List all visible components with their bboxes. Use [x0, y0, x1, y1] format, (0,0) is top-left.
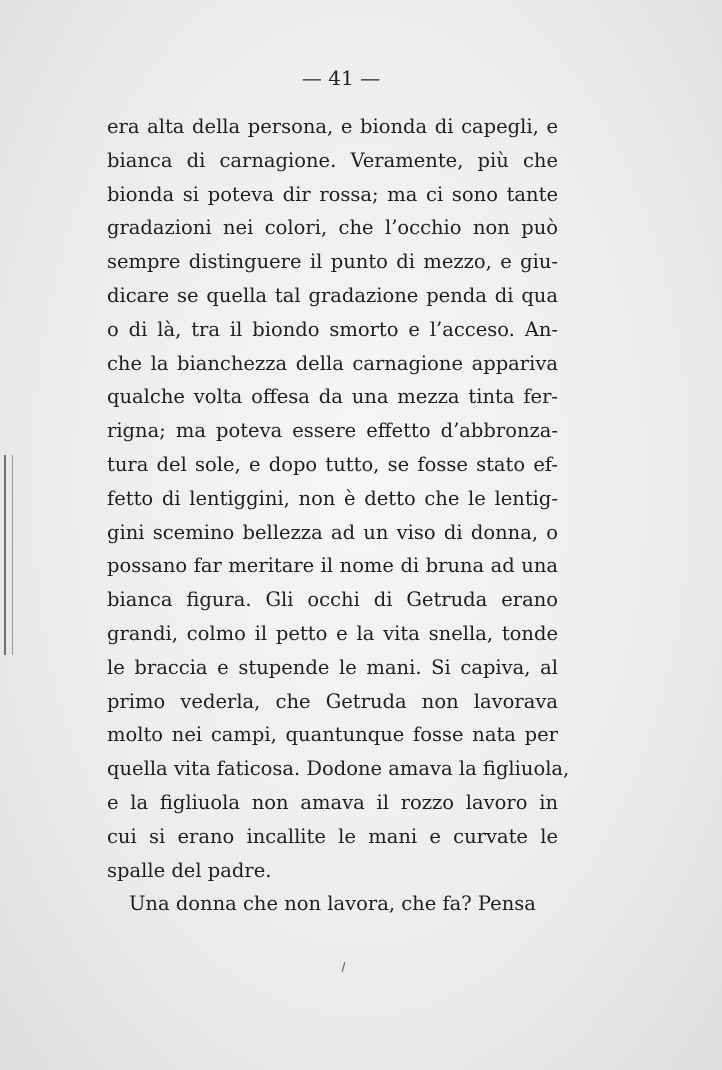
- text-line: bianca di carnagione. Veramente, più che: [107, 148, 558, 172]
- text-line: sempre distinguere il punto di mezzo, e giu-: [107, 250, 558, 274]
- text-line: bionda si poteva dir rossa; ma ci sono tante: [107, 182, 558, 206]
- text-line: o di là, tra il biondo smorto e l’acceso. An-: [107, 317, 558, 341]
- text-line: le braccia e stupende le mani. Si capiva, al: [107, 655, 558, 679]
- text-line: molto nei campi, quantunque fosse nata per: [107, 723, 558, 747]
- text-line: qualche volta offesa da una mezza tinta fer-: [107, 385, 558, 409]
- binding-mark: [4, 455, 13, 655]
- paper-speck: [342, 962, 346, 972]
- text-line: e la figliuola non amava il rozzo lavoro in: [107, 790, 558, 814]
- text-line: Una donna che non lavora, che fa? Pensa: [129, 892, 536, 916]
- text-line: gradazioni nei colori, che l’occhio non può: [107, 216, 558, 240]
- text-line: bianca figura. Gli occhi di Getruda erano: [107, 588, 558, 612]
- text-line: era alta della persona, e bionda di capegli, e: [107, 115, 558, 138]
- page-number: — 41 —: [301, 66, 381, 90]
- text-line: fetto di lentiggini, non è detto che le lentig-: [107, 486, 558, 510]
- text-line: spalle del padre.: [107, 858, 272, 882]
- text-line: primo vederla, che Getruda non lavorava: [107, 689, 558, 713]
- text-line: dicare se quella tal gradazione penda di qua: [107, 283, 558, 307]
- text-line: rigna; ma poteva essere effetto d’abbronza-: [107, 419, 558, 443]
- text-line: cui si erano incallite le mani e curvate le: [107, 824, 558, 848]
- text-line: tura del sole, e dopo tutto, se fosse stato ef-: [107, 452, 558, 476]
- text-line: possano far meritare il nome di bruna ad una: [107, 554, 558, 578]
- body-text: [107, 110, 570, 921]
- text-line: quella vita faticosa. Dodone amava la figliuola,: [107, 757, 570, 781]
- text-line: grandi, colmo il petto e la vita snella, tonde: [107, 621, 558, 645]
- text-line: che la bianchezza della carnagione appariva: [107, 351, 558, 375]
- text-line: gini scemino bellezza ad un viso di donna, o: [107, 520, 558, 544]
